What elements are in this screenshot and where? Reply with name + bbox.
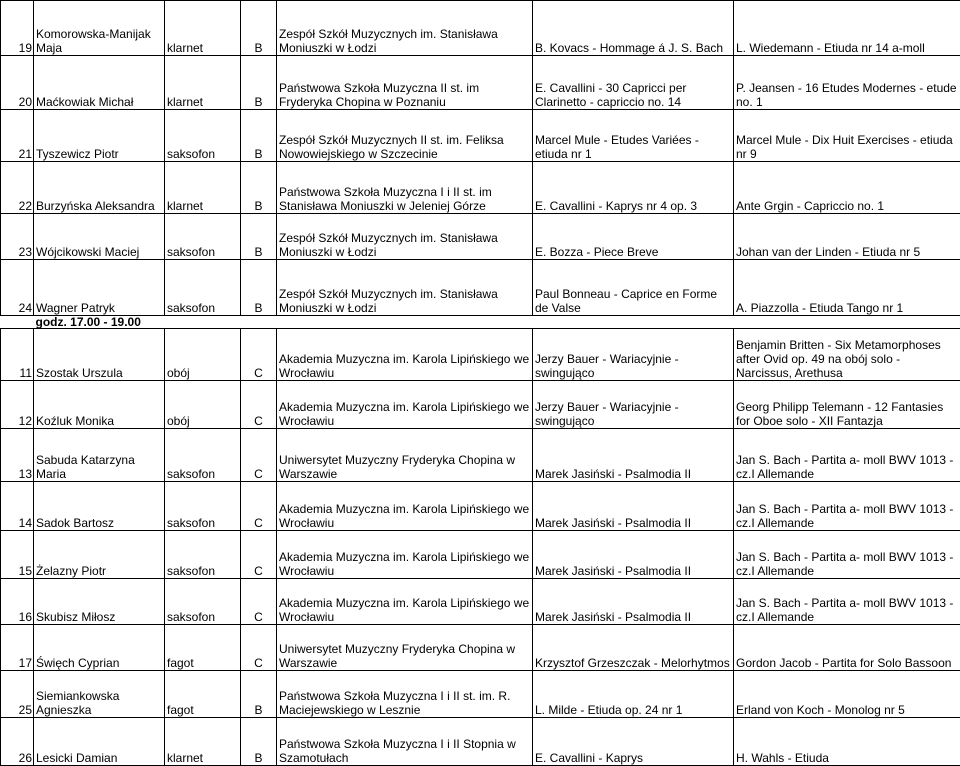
- age-group-cell: B: [241, 56, 277, 110]
- row-number-cell: 14: [1, 482, 34, 531]
- time-slot-label: godz. 17.00 - 19.00: [36, 316, 141, 329]
- piece-1-cell: Krzysztof Grzeszczak - Melorhytmos: [533, 625, 734, 671]
- age-group-cell: C: [241, 482, 277, 531]
- participant-name-cell: Burzyńska Aleksandra: [34, 162, 165, 214]
- row-number-cell: 13: [1, 429, 34, 482]
- piece-1-cell: E. Cavallini - Kaprys: [533, 718, 734, 766]
- piece-2-cell: Jan S. Bach - Partita a- moll BWV 1013 - cz.I Allemande: [734, 579, 960, 625]
- school-name-cell: Państwowa Szkoła Muzyczna I i II st. im Stanisława Moniuszki w Jeleniej Górze: [277, 162, 533, 214]
- piece-1-cell: Jerzy Bauer - Wariacyjnie - swingująco: [533, 381, 734, 429]
- school-name-cell: Akademia Muzyczna im. Karola Lipińskiego we Wrocławiu: [277, 531, 533, 579]
- piece-2-cell: L. Wiedemann - Etiuda nr 14 a-moll: [734, 1, 960, 56]
- piece-2-cell: H. Wahls - Etiuda: [734, 718, 960, 766]
- piece-1-cell: Marek Jasiński - Psalmodia II: [533, 482, 734, 531]
- piece-1-cell: E. Cavallini - Kaprys nr 4 op. 3: [533, 162, 734, 214]
- school-name-cell: Państwowa Szkoła Muzyczna II st. im Fryderyka Chopina w Poznaniu: [277, 56, 533, 110]
- school-name-cell: Zespół Szkół Muzycznych im. Stanisława Moniuszki w Łodzi: [277, 214, 533, 260]
- age-group-cell: C: [241, 429, 277, 482]
- school-name-cell: Akademia Muzyczna im. Karola Lipińskiego we Wrocławiu: [277, 329, 533, 381]
- piece-2-cell: A. Piazzolla - Etiuda Tango nr 1: [734, 260, 960, 316]
- piece-1-cell: Marek Jasiński - Psalmodia II: [533, 531, 734, 579]
- row-number-cell: 11: [1, 329, 34, 381]
- instrument-cell: saksofon: [165, 214, 241, 260]
- row-number-cell: 17: [1, 625, 34, 671]
- piece-1-cell: Marcel Mule - Etudes Variées - etiuda nr 1: [533, 110, 734, 162]
- age-group-cell: B: [241, 260, 277, 316]
- row-number-cell: 12: [1, 381, 34, 429]
- instrument-cell: obój: [165, 381, 241, 429]
- piece-2-cell: Benjamin Britten - Six Metamorphoses after Ovid op. 49 na obój solo - Narcissus, Arethusa: [734, 329, 960, 381]
- school-name-cell: Akademia Muzyczna im. Karola Lipińskiego we Wrocławiu: [277, 579, 533, 625]
- piece-2-cell: Georg Philipp Telemann - 12 Fantasies for Oboe solo - XII Fantazja: [734, 381, 960, 429]
- participant-name-cell: Komorowska-Manijak Maja: [34, 1, 165, 56]
- participant-name-cell: Koźluk Monika: [34, 381, 165, 429]
- table-row: [1, 329, 960, 381]
- instrument-cell: klarnet: [165, 56, 241, 110]
- row-number-cell: 21: [1, 110, 34, 162]
- piece-2-cell: Jan S. Bach - Partita a- moll BWV 1013 - cz.I Allemande: [734, 429, 960, 482]
- table-row: [1, 579, 960, 625]
- table-row: [1, 110, 960, 162]
- age-group-cell: B: [241, 214, 277, 260]
- piece-1-cell: L. Milde - Etiuda op. 24 nr 1: [533, 671, 734, 718]
- table-row: [1, 162, 960, 214]
- school-name-cell: Państwowa Szkoła Muzyczna I i II Stopnia w Szamotułach: [277, 718, 533, 766]
- piece-1-cell: E. Bozza - Piece Breve: [533, 214, 734, 260]
- piece-1-cell: B. Kovacs - Hommage á J. S. Bach: [533, 1, 734, 56]
- row-number-cell: 20: [1, 56, 34, 110]
- age-group-cell: B: [241, 671, 277, 718]
- table-row: [1, 671, 960, 718]
- school-name-cell: Zespół Szkół Muzycznych II st. im. Feliksa Nowowiejskiego w Szczecinie: [277, 110, 533, 162]
- piece-1-cell: Marek Jasiński - Psalmodia II: [533, 579, 734, 625]
- age-group-cell: C: [241, 579, 277, 625]
- row-number-cell: 16: [1, 579, 34, 625]
- participant-name-cell: Żelazny Piotr: [34, 531, 165, 579]
- age-group-cell: C: [241, 531, 277, 579]
- participant-name-cell: Święch Cyprian: [34, 625, 165, 671]
- age-group-cell: B: [241, 1, 277, 56]
- participant-name-cell: Szostak Urszula: [34, 329, 165, 381]
- piece-1-cell: Paul Bonneau - Caprice en Forme de Valse: [533, 260, 734, 316]
- piece-2-cell: Jan S. Bach - Partita a- moll BWV 1013 - cz.I Allemande: [734, 482, 960, 531]
- participant-name-cell: Sabuda Katarzyna Maria: [34, 429, 165, 482]
- table-row: [1, 429, 960, 482]
- table-row: [1, 56, 960, 110]
- age-group-cell: C: [241, 625, 277, 671]
- age-group-cell: B: [241, 162, 277, 214]
- age-group-cell: C: [241, 329, 277, 381]
- row-number-cell: 22: [1, 162, 34, 214]
- table-row: [1, 214, 960, 260]
- table-row: [1, 531, 960, 579]
- participant-name-cell: Lesicki Damian: [34, 718, 165, 766]
- row-number-cell: 26: [1, 718, 34, 766]
- age-group-cell: B: [241, 110, 277, 162]
- piece-1-cell: E. Cavallini - 30 Capricci per Clarinetto - capriccio no. 14: [533, 56, 734, 110]
- school-name-cell: Uniwersytet Muzyczny Fryderyka Chopina w Warszawie: [277, 625, 533, 671]
- time-slot-row: [1, 316, 960, 329]
- instrument-cell: klarnet: [165, 1, 241, 56]
- participant-name-cell: Sadok Bartosz: [34, 482, 165, 531]
- instrument-cell: saksofon: [165, 110, 241, 162]
- piece-1-cell: Jerzy Bauer - Wariacyjnie - swingująco: [533, 329, 734, 381]
- instrument-cell: klarnet: [165, 718, 241, 766]
- participant-name-cell: Tyszewicz Piotr: [34, 110, 165, 162]
- piece-2-cell: Jan S. Bach - Partita a- moll BWV 1013 - cz.I Allemande: [734, 531, 960, 579]
- piece-2-cell: P. Jeansen - 16 Etudes Modernes - etude no. 1: [734, 56, 960, 110]
- instrument-cell: saksofon: [165, 260, 241, 316]
- age-group-cell: B: [241, 718, 277, 766]
- instrument-cell: obój: [165, 329, 241, 381]
- school-name-cell: Zespół Szkół Muzycznych im. Stanisława Moniuszki w Łodzi: [277, 1, 533, 56]
- instrument-cell: klarnet: [165, 162, 241, 214]
- piece-2-cell: Ante Grgin - Capriccio no. 1: [734, 162, 960, 214]
- participant-name-cell: Wójcikowski Maciej: [34, 214, 165, 260]
- row-number-cell: 24: [1, 260, 34, 316]
- school-name-cell: Zespół Szkół Muzycznych im. Stanisława Moniuszki w Łodzi: [277, 260, 533, 316]
- row-number-cell: 15: [1, 531, 34, 579]
- school-name-cell: Uniwersytet Muzyczny Fryderyka Chopina w Warszawie: [277, 429, 533, 482]
- participant-name-cell: Skubisz Miłosz: [34, 579, 165, 625]
- school-name-cell: Państwowa Szkoła Muzyczna I i II st. im. R. Maciejewskiego w Lesznie: [277, 671, 533, 718]
- piece-1-cell: Marek Jasiński - Psalmodia II: [533, 429, 734, 482]
- piece-2-cell: Johan van der Linden - Etiuda nr 5: [734, 214, 960, 260]
- age-group-cell: C: [241, 381, 277, 429]
- row-number-cell: 23: [1, 214, 34, 260]
- time-slot-cell: [34, 316, 960, 329]
- school-name-cell: Akademia Muzyczna im. Karola Lipińskiego we Wrocławiu: [277, 381, 533, 429]
- instrument-cell: fagot: [165, 625, 241, 671]
- row-number-cell: 25: [1, 671, 34, 718]
- instrument-cell: saksofon: [165, 429, 241, 482]
- school-name-cell: Akademia Muzyczna im. Karola Lipińskiego we Wrocławiu: [277, 482, 533, 531]
- participant-name-cell: Maćkowiak Michał: [34, 56, 165, 110]
- table-row: [1, 718, 960, 766]
- instrument-cell: fagot: [165, 671, 241, 718]
- empty-cell: [1, 316, 34, 329]
- instrument-cell: saksofon: [165, 579, 241, 625]
- table-row: [1, 1, 960, 56]
- instrument-cell: saksofon: [165, 531, 241, 579]
- participant-name-cell: Wagner Patryk: [34, 260, 165, 316]
- table-row: [1, 482, 960, 531]
- row-number-cell: 19: [1, 1, 34, 56]
- instrument-cell: saksofon: [165, 482, 241, 531]
- piece-2-cell: Erland von Koch - Monolog nr 5: [734, 671, 960, 718]
- table-row: [1, 381, 960, 429]
- piece-2-cell: Marcel Mule - Dix Huit Exercises - etiuda nr 9: [734, 110, 960, 162]
- table-row: [1, 260, 960, 316]
- piece-2-cell: Gordon Jacob - Partita for Solo Bassoon: [734, 625, 960, 671]
- table-row: [1, 625, 960, 671]
- participant-name-cell: Siemiankowska Agnieszka: [34, 671, 165, 718]
